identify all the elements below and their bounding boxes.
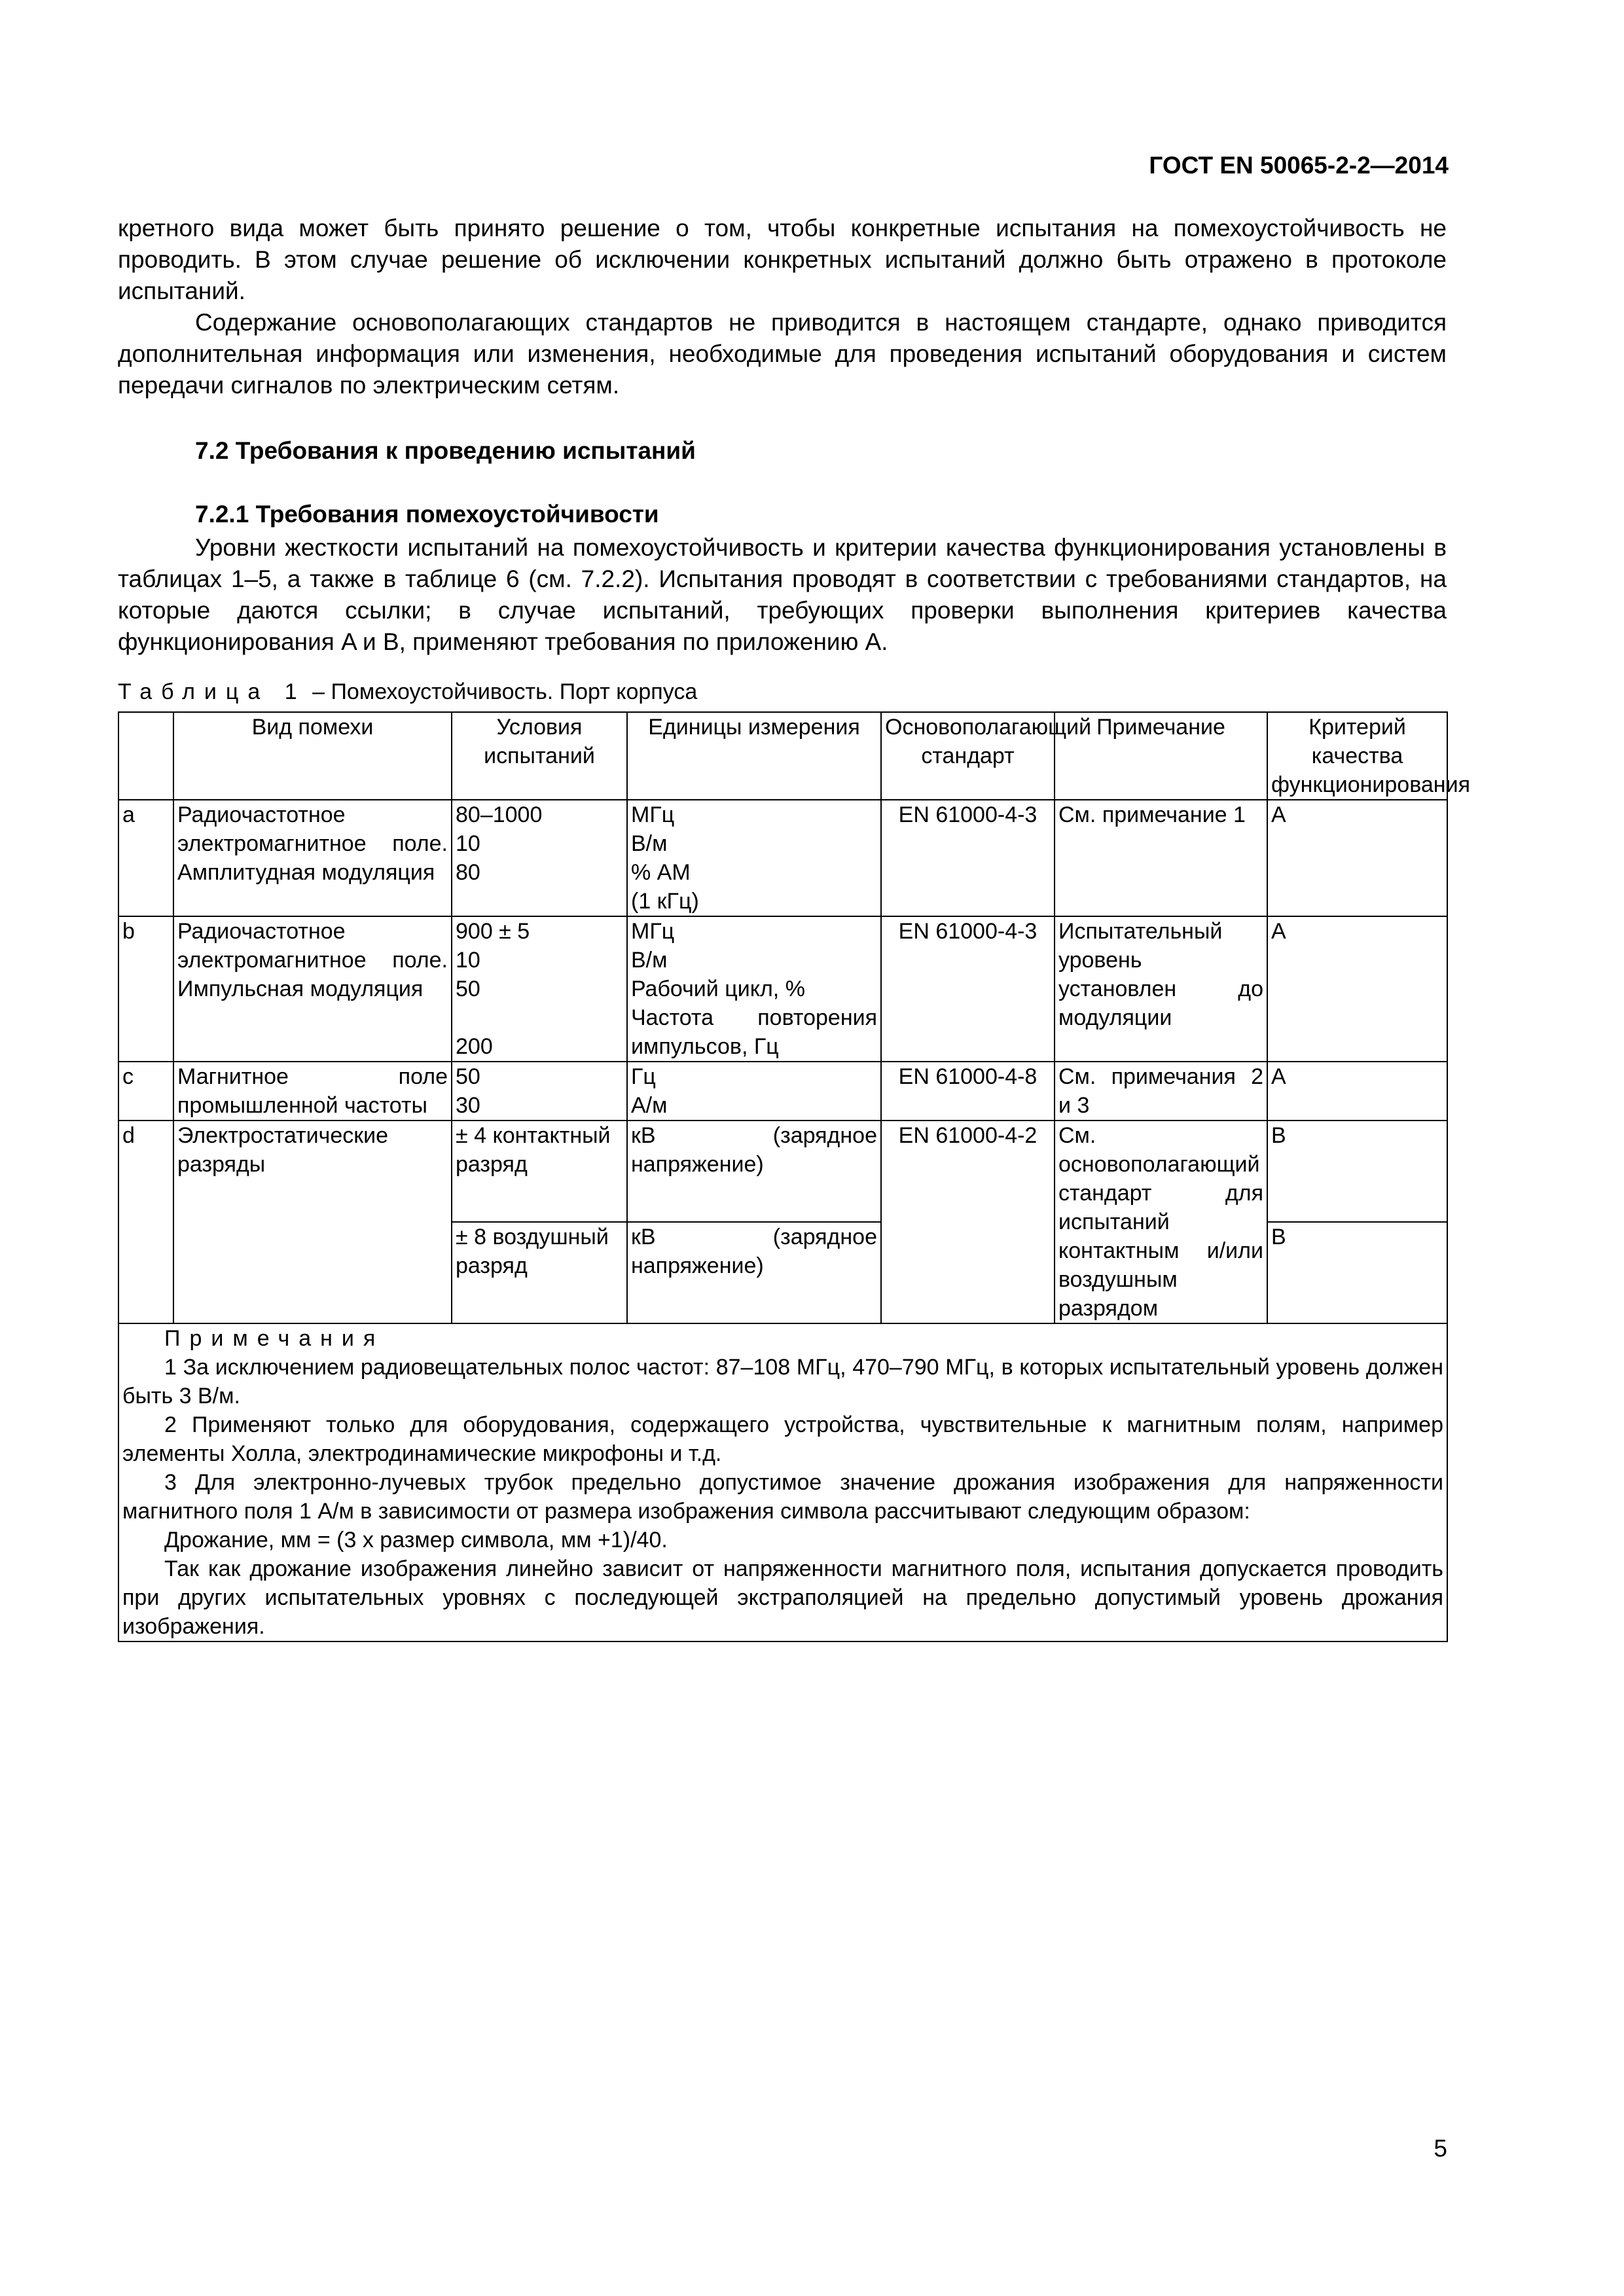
row-id: a bbox=[118, 800, 173, 916]
table-row bbox=[118, 800, 1447, 916]
note-formula: Дрожание, мм = (3 x размер символа, мм +1)/40. bbox=[164, 1528, 668, 1552]
row-criterion: B bbox=[1267, 1121, 1447, 1222]
header-disturbance-type: Вид помехи bbox=[173, 712, 452, 800]
row-conditions: ± 8 воздушный разряд bbox=[452, 1222, 627, 1323]
note-4: Так как дрожание изображения линейно зависит от напряженности магнитного поля, испытания допускается проводить при других испытательных уровнях с последующей экстраполяцией на предельно допустимый уровень дрожания изображения. bbox=[122, 1556, 1443, 1639]
row-id: b bbox=[118, 916, 173, 1062]
row-units bbox=[627, 916, 881, 1062]
unit-value: Гц bbox=[631, 1064, 656, 1089]
row-note: См. примечание 1 bbox=[1055, 800, 1267, 916]
row-criterion: B bbox=[1267, 1222, 1447, 1323]
table-notes-row bbox=[118, 1323, 1447, 1641]
table-caption bbox=[118, 679, 697, 705]
row-disturbance-type: Магнитное поле промышленной частоты bbox=[173, 1062, 452, 1121]
condition-value: 10 bbox=[456, 948, 480, 973]
row-note: См. основополагающий стандарт для испытаний контактным и/или воздушным разрядом bbox=[1055, 1121, 1267, 1323]
note-1: 1 За исключением радиовещательных полос частот: 87–108 МГц, 470–790 МГц, в которых испытательный уровень должен быть 3 В/м. bbox=[122, 1355, 1443, 1408]
condition-value: 80–1000 bbox=[456, 802, 543, 827]
unit-value: % АМ bbox=[631, 860, 691, 885]
row-units bbox=[627, 1062, 881, 1121]
row-disturbance-type: Электростатические разряды bbox=[173, 1121, 452, 1323]
header-test-conditions: Условия испытаний bbox=[452, 712, 627, 800]
row-conditions bbox=[452, 1062, 627, 1121]
row-conditions bbox=[452, 800, 627, 916]
unit-value: МГц bbox=[631, 802, 675, 827]
unit-value: (1 кГц) bbox=[631, 889, 699, 914]
table-caption-label: Таблица 1 bbox=[118, 679, 306, 704]
condition-value: 50 bbox=[456, 977, 480, 1001]
table-row bbox=[118, 1062, 1447, 1121]
document-code: ГОСТ EN 50065-2-2—2014 bbox=[1149, 152, 1449, 179]
row-basic-standard: EN 61000-4-3 bbox=[881, 800, 1055, 916]
note-3: 3 Для электронно-лучевых трубок предельно допустимое значение дрожания изображения для напряженности магнитного поля 1 А/м в зависимости от размера изображения символа рассчитывают следующим образом: bbox=[122, 1470, 1443, 1524]
condition-value: 80 bbox=[456, 860, 480, 885]
unit-value: В/м bbox=[631, 831, 668, 856]
row-disturbance-type: Радиочастотное электромагнитное поле. Импульсная модуляция bbox=[173, 916, 452, 1062]
unit-value: МГц bbox=[631, 919, 675, 944]
condition-value bbox=[456, 1003, 623, 1032]
section-7-2-1-paragraph: Уровни жесткости испытаний на помехоустойчивость и критерии качества функционирования установлены в таблицах 1–5, а также в таблице 6 (см. 7.2.2). Испытания проводят в соответствии с требованиями стандартов, на которые даются ссылки; в случае испытаний, требующих проверки выполнения критериев качества функционирования A и B, применяют требования по приложению А. bbox=[118, 534, 1447, 655]
section-heading-7-2: 7.2 Требования к проведению испытаний bbox=[195, 437, 696, 464]
row-conditions: ± 4 контактный разряд bbox=[452, 1121, 627, 1222]
page-number: 5 bbox=[1434, 2135, 1447, 2162]
unit-value: Частота повторения импульсов, Гц bbox=[631, 1005, 877, 1059]
unit-value: В/м bbox=[631, 948, 668, 973]
row-units: кВ (зарядное напряжение) bbox=[627, 1121, 881, 1222]
intro-paragraph-2: Содержание основополагающих стандартов не приводится в настоящем стандарте, однако приводится дополнительная информация или изменения, необходимые для проведения испытаний оборудования и систем передачи сигналов по электрическим сетям. bbox=[118, 309, 1447, 399]
row-id: c bbox=[118, 1062, 173, 1121]
row-criterion: A bbox=[1267, 800, 1447, 916]
section-7-2-1-text bbox=[118, 532, 1447, 658]
header-units: Единицы измерения bbox=[627, 712, 881, 800]
row-conditions bbox=[452, 916, 627, 1062]
row-note: Испытательный уровень установлен до модуляции bbox=[1055, 916, 1267, 1062]
section-heading-7-2-1: 7.2.1 Требования помехоустойчивости bbox=[195, 501, 659, 528]
condition-value: 200 bbox=[456, 1034, 493, 1059]
unit-value: Рабочий цикл, % bbox=[631, 977, 805, 1001]
immunity-table bbox=[118, 711, 1470, 1642]
row-units bbox=[627, 800, 881, 916]
row-note: См. примечания 2 и 3 bbox=[1055, 1062, 1267, 1121]
condition-value: 30 bbox=[456, 1093, 480, 1118]
row-basic-standard: EN 61000-4-3 bbox=[881, 916, 1055, 1062]
intro-text bbox=[118, 213, 1447, 401]
header-id bbox=[118, 712, 173, 800]
header-basic-standard: Основополагающий стандарт bbox=[881, 712, 1055, 800]
note-2: 2 Применяют только для оборудования, содержащего устройства, чувствительные к магнитным полям, например элементы Холла, электродинамические микрофоны и т.д. bbox=[122, 1412, 1443, 1466]
table-notes bbox=[118, 1323, 1447, 1641]
row-criterion: A bbox=[1267, 916, 1447, 1062]
row-id: d bbox=[118, 1121, 173, 1323]
notes-title: Примечания bbox=[164, 1326, 385, 1351]
table-header-row bbox=[118, 712, 1447, 800]
condition-value: 10 bbox=[456, 831, 480, 856]
table-caption-text: – Помехоустойчивость. Порт корпуса bbox=[306, 679, 698, 704]
table-row bbox=[118, 1121, 1447, 1222]
intro-paragraph-1: кретного вида может быть принято решение о том, чтобы конкретные испытания на помехоустойчивость не проводить. В этом случае решение об исключении конкретных испытаний должно быть отражено в протоколе испытаний. bbox=[118, 215, 1447, 304]
header-note: Примечание bbox=[1055, 712, 1267, 800]
row-criterion: A bbox=[1267, 1062, 1447, 1121]
row-units: кВ (зарядное напряжение) bbox=[627, 1222, 881, 1323]
row-basic-standard: EN 61000-4-8 bbox=[881, 1062, 1055, 1121]
condition-value: 50 bbox=[456, 1064, 480, 1089]
unit-value: А/м bbox=[631, 1093, 668, 1118]
table-row bbox=[118, 916, 1447, 1062]
row-basic-standard: EN 61000-4-2 bbox=[881, 1121, 1055, 1323]
condition-value: 900 ± 5 bbox=[456, 919, 530, 944]
header-criterion: Критерий качества функционирования bbox=[1267, 712, 1447, 800]
row-disturbance-type: Радиочастотное электромагнитное поле. Амплитудная модуляция bbox=[173, 800, 452, 916]
